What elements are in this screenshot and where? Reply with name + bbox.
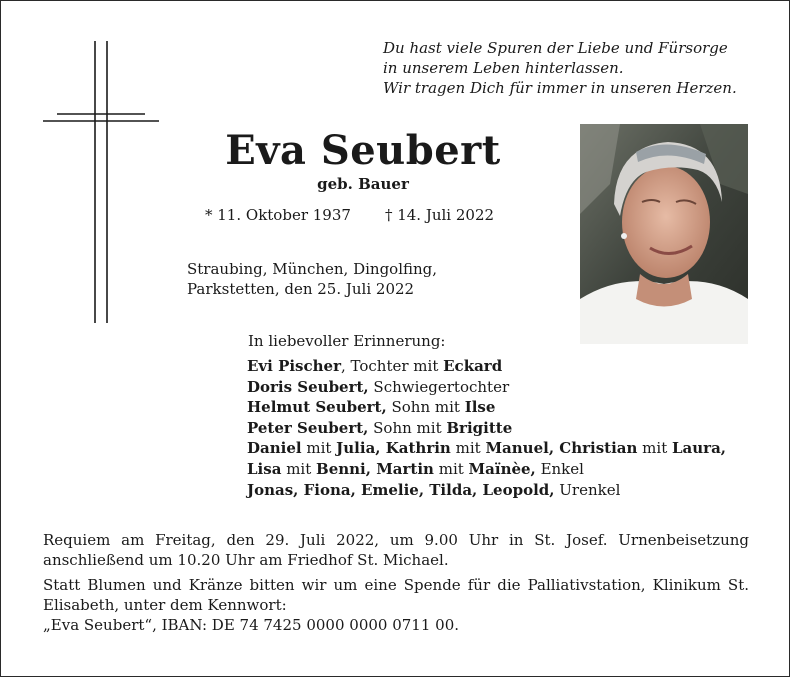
mourner-name: Lisa <box>247 459 282 478</box>
mourner-relation: Enkel <box>535 459 584 478</box>
mourner-name: Maïnèe, <box>468 459 536 478</box>
mourner-name: Julia, Kathrin <box>336 439 451 458</box>
mourner-line <box>247 438 726 459</box>
mourner-line <box>247 397 726 418</box>
mourner-name: Jonas, Fiona, Emelie, Tilda, Leopold, <box>247 480 555 499</box>
poem-line: in unserem Leben hinterlassen. <box>383 59 624 77</box>
mourner-line <box>247 459 726 480</box>
mourners-list <box>247 356 726 500</box>
mourner-name: Helmut Seubert, <box>247 398 387 417</box>
mourner-relation: mit <box>281 459 317 478</box>
deceased-name: Eva Seubert <box>225 127 501 174</box>
mourner-relation: Sohn mit <box>386 398 465 417</box>
mourner-name: Benni, Martin <box>316 459 434 478</box>
place-line: Straubing, München, Dingolfing, <box>187 260 438 278</box>
mourner-relation: Urenkel <box>554 480 621 499</box>
mourner-line <box>247 356 726 377</box>
mourner-relation: mit <box>450 439 486 458</box>
mourner-name: Manuel, Christian <box>485 439 638 458</box>
mourner-name: Laura, <box>672 439 727 458</box>
donation-notice <box>43 575 749 635</box>
requiem-notice: Requiem am Freitag, den 29. Juli 2022, um 9.00 Uhr in St. Josef. Urnenbeisetzung anschließend um 10.20 Uhr am Friedhof St. Michael. <box>43 531 749 569</box>
poem-line: Du hast viele Spuren der Liebe und Fürsorge <box>383 39 728 57</box>
maiden-name: geb. Bauer <box>317 175 409 193</box>
death-date: † 14. Juli 2022 <box>384 206 495 224</box>
mourner-relation: mit <box>433 459 469 478</box>
mourner-relation: , Tochter mit <box>340 357 444 375</box>
birth-date: * 11. Oktober 1937 <box>205 206 351 224</box>
mourner-line <box>247 480 726 501</box>
donation-account: „Eva Seubert“, IBAN: DE 74 7425 0000 0000 0711 00. <box>43 616 460 634</box>
mourner-name: Peter Seubert, <box>247 418 369 437</box>
mourner-line <box>247 377 726 398</box>
mourner-relation: Sohn mit <box>368 418 447 437</box>
mourner-name: Brigitte <box>446 418 513 437</box>
mourner-name: Evi Pischer <box>247 357 341 375</box>
poem-line: Wir tragen Dich für immer in unseren Herzen. <box>383 79 737 97</box>
portrait-photo <box>580 124 748 344</box>
mourner-relation: Schwiegertochter <box>368 377 510 396</box>
mourner-relation: mit <box>301 439 337 458</box>
place-and-date <box>187 259 437 299</box>
life-dates <box>205 206 494 224</box>
poem <box>383 38 737 98</box>
remembrance-intro: In liebevoller Erinnerung: <box>248 332 446 350</box>
donation-text: Statt Blumen und Kränze bitten wir um eine Spende für die Palliativstation, Klinikum St. Elisabeth, unter dem Kennwort: <box>43 576 749 614</box>
mourner-name: Eckard <box>443 357 503 375</box>
mourner-name: Doris Seubert, <box>247 377 369 396</box>
mourner-relation: mit <box>637 439 672 458</box>
mourner-name: Ilse <box>464 398 496 417</box>
mourner-line <box>247 418 726 439</box>
mourner-name: Daniel <box>247 439 302 458</box>
place-line: Parkstetten, den 25. Juli 2022 <box>187 280 415 298</box>
